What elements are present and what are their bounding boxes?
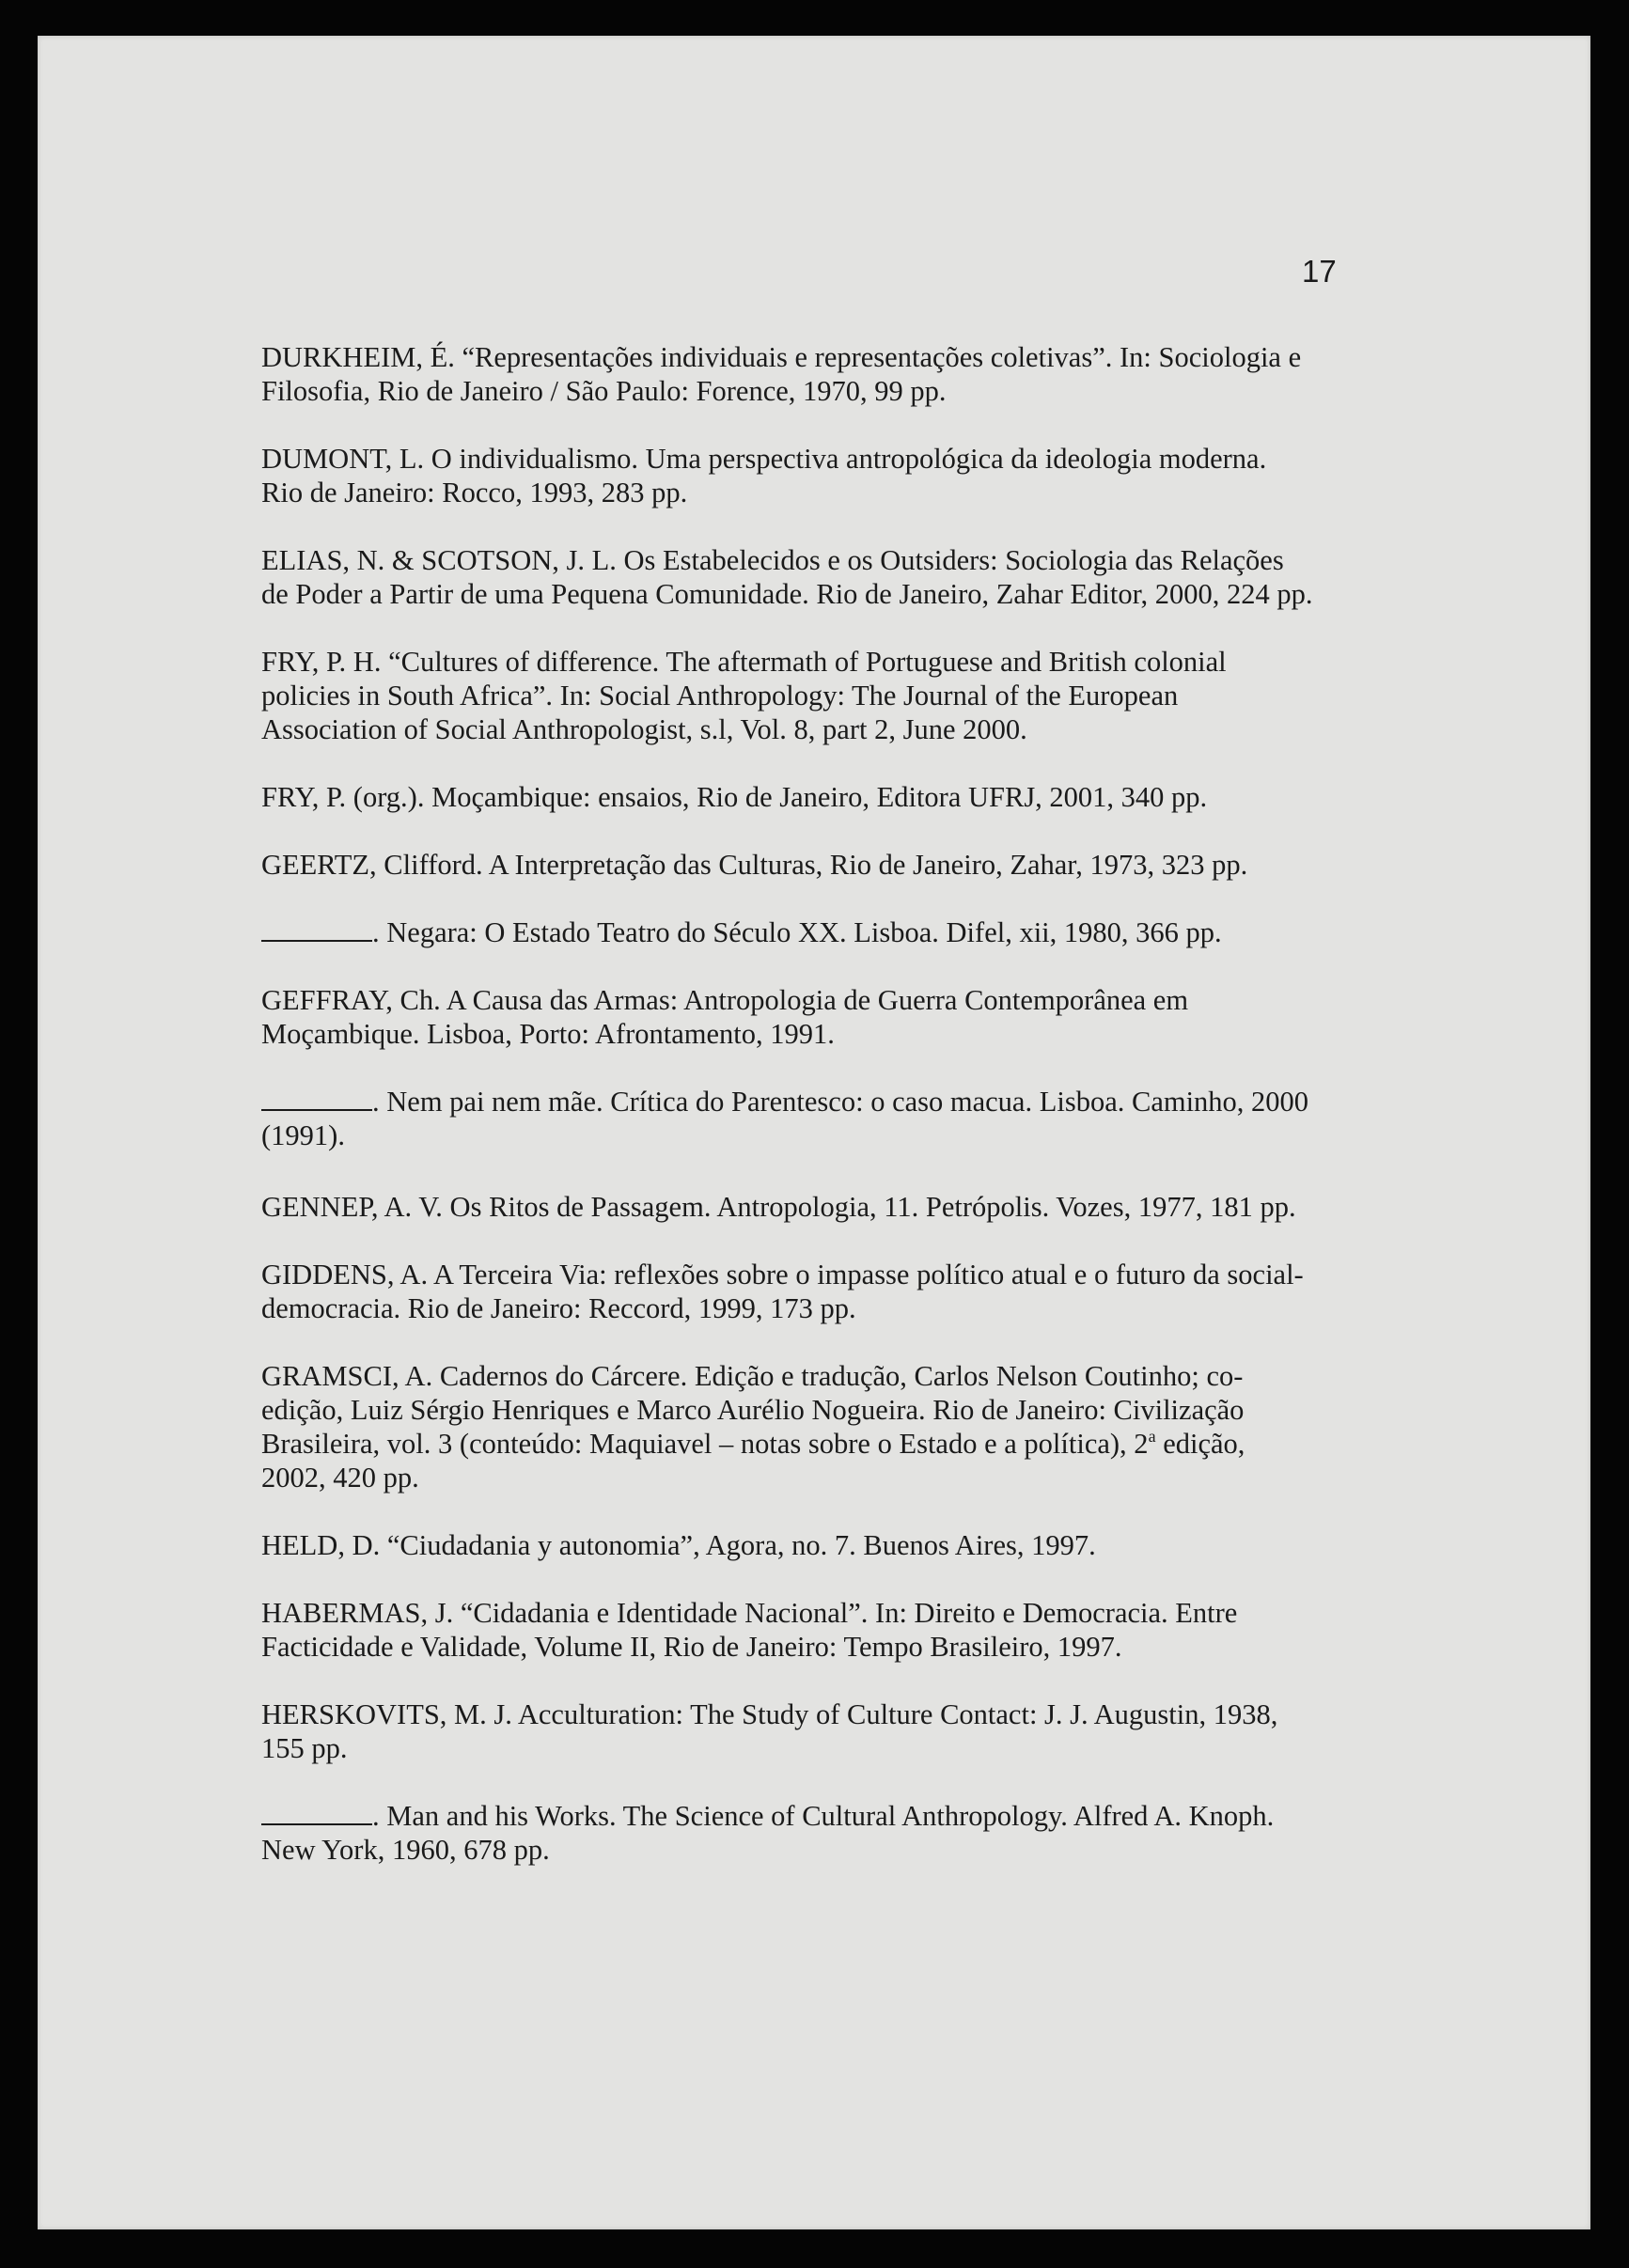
reference-dumont	[261, 442, 1389, 509]
reference-durkheim	[261, 340, 1389, 408]
reference-geertz	[261, 848, 1389, 882]
reference-fry-mocambique	[261, 780, 1389, 814]
reference-line: Rio de Janeiro: Rocco, 1993, 283 pp.	[261, 477, 688, 508]
reference-habermas	[261, 1596, 1389, 1664]
reference-held	[261, 1528, 1389, 1562]
document-page	[38, 36, 1590, 2229]
reference-text: . Man and his Works. The Science of Cultural Anthropology. Alfred A. Knoph.	[372, 1800, 1275, 1832]
reference-line: GEFFRAY, Ch. A Causa das Armas: Antropologia de Guerra Contemporânea em	[261, 984, 1189, 1016]
author-repeat-rule	[261, 1085, 372, 1111]
reference-line: edição, Luiz Sérgio Henriques e Marco Aurélio Nogueira. Rio de Janeiro: Civilização	[261, 1394, 1245, 1426]
reference-line: GEERTZ, Clifford. A Interpretação das Culturas, Rio de Janeiro, Zahar, 1973, 323 pp.	[261, 849, 1248, 881]
reference-line: FRY, P. H. “Cultures of difference. The aftermath of Portuguese and British colonial	[261, 646, 1227, 678]
reference-line	[261, 915, 1389, 949]
reference-herskovits	[261, 1697, 1389, 1765]
reference-line: democracia. Rio de Janeiro: Reccord, 1999, 173 pp.	[261, 1292, 856, 1324]
reference-line: Association of Social Anthropologist, s.l, Vol. 8, part 2, June 2000.	[261, 713, 1027, 745]
reference-line: GENNEP, A. V. Os Ritos de Passagem. Antropologia, 11. Petrópolis. Vozes, 1977, 181 pp.	[261, 1191, 1296, 1223]
reference-line: DURKHEIM, É. “Representações individuais e representações coletivas”. In: Sociologia e	[261, 341, 1302, 373]
reference-line: GIDDENS, A. A Terceira Via: reflexões sobre o impasse político atual e o futuro da social-	[261, 1259, 1304, 1290]
reference-text: Brasileira, vol. 3 (conteúdo: Maquiavel – notas sobre o Estado e a política), 2	[261, 1428, 1149, 1460]
reference-geffray-nem-pai	[261, 1085, 1389, 1152]
reference-line: policies in South Africa”. In: Social Anthropology: The Journal of the European	[261, 680, 1179, 712]
reference-line: New York, 1960, 678 pp.	[261, 1834, 550, 1866]
reference-line: 155 pp.	[261, 1732, 348, 1764]
reference-line: 2002, 420 pp.	[261, 1462, 419, 1494]
reference-line: HELD, D. “Ciudadania y autonomia”, Agora, no. 7. Buenos Aires, 1997.	[261, 1529, 1096, 1561]
page-number: 17	[1302, 254, 1337, 289]
reference-gramsci	[261, 1359, 1389, 1494]
reference-geertz-negara	[261, 915, 1389, 949]
reference-list	[261, 340, 1389, 1900]
reference-geffray	[261, 983, 1389, 1051]
reference-line: HABERMAS, J. “Cidadania e Identidade Nacional”. In: Direito e Democracia. Entre	[261, 1597, 1238, 1629]
reference-line	[261, 1427, 1389, 1461]
ordinal-superscript: a	[1148, 1427, 1156, 1446]
reference-text: . Negara: O Estado Teatro do Século XX. Lisboa. Difel, xii, 1980, 366 pp.	[372, 916, 1222, 948]
reference-giddens	[261, 1258, 1389, 1325]
reference-line: DUMONT, L. O individualismo. Uma perspectiva antropológica da ideologia moderna.	[261, 443, 1267, 475]
reference-text: edição,	[1155, 1428, 1245, 1460]
reference-line: FRY, P. (org.). Moçambique: ensaios, Rio de Janeiro, Editora UFRJ, 2001, 340 pp.	[261, 781, 1208, 813]
reference-text: . Nem pai nem mãe. Crítica do Parentesco: o caso macua. Lisboa. Caminho, 2000	[372, 1086, 1309, 1118]
reference-gennep	[261, 1190, 1389, 1224]
reference-elias	[261, 543, 1389, 611]
reference-line: Facticidade e Validade, Volume II, Rio de Janeiro: Tempo Brasileiro, 1997.	[261, 1631, 1122, 1663]
reference-fry-cultures	[261, 645, 1389, 746]
reference-line: Moçambique. Lisboa, Porto: Afrontamento, 1991.	[261, 1018, 835, 1050]
reference-line: de Poder a Partir de uma Pequena Comunidade. Rio de Janeiro, Zahar Editor, 2000, 224 pp.	[261, 578, 1313, 610]
author-repeat-rule	[261, 1799, 372, 1825]
reference-line: (1991).	[261, 1119, 345, 1151]
reference-herskovits-man	[261, 1799, 1389, 1867]
reference-line: HERSKOVITS, M. J. Acculturation: The Study of Culture Contact: J. J. Augustin, 1938,	[261, 1698, 1278, 1730]
reference-line	[261, 1799, 1389, 1833]
author-repeat-rule	[261, 915, 372, 942]
reference-line: Filosofia, Rio de Janeiro / São Paulo: Forence, 1970, 99 pp.	[261, 375, 947, 407]
reference-line: ELIAS, N. & SCOTSON, J. L. Os Estabelecidos e os Outsiders: Sociologia das Relações	[261, 544, 1284, 576]
reference-line	[261, 1085, 1389, 1118]
reference-line: GRAMSCI, A. Cadernos do Cárcere. Edição e tradução, Carlos Nelson Coutinho; co-	[261, 1360, 1244, 1392]
